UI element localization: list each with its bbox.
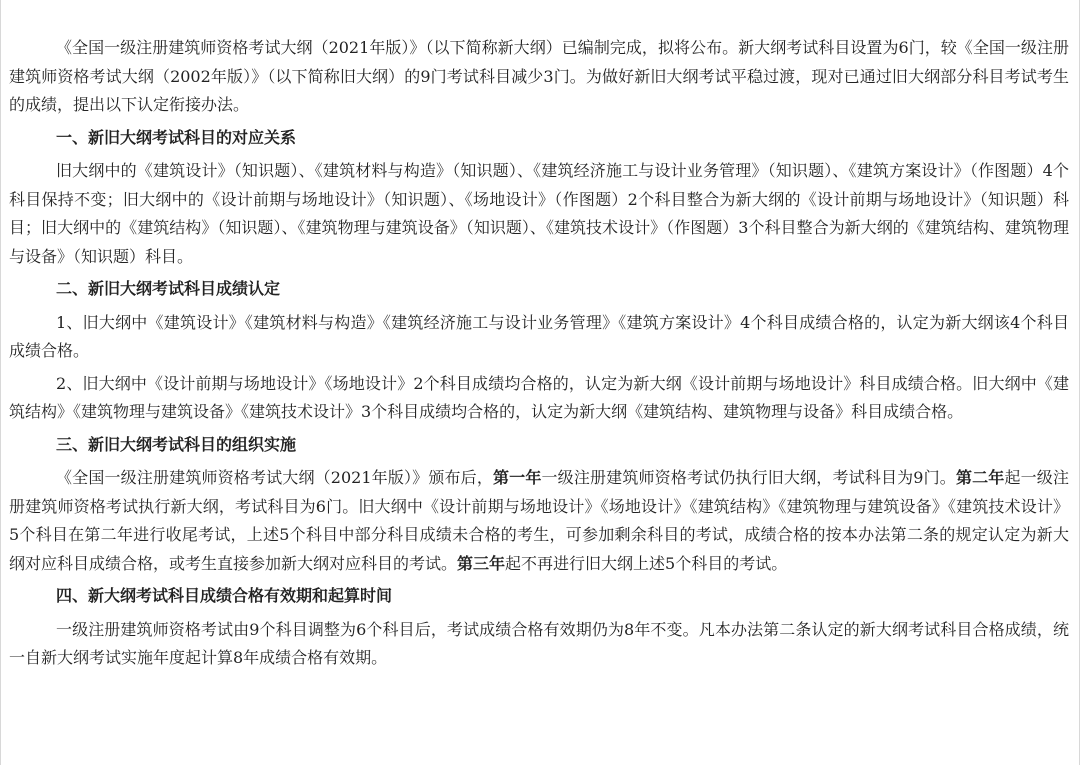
bold-second-year: 第二年 [955, 468, 1005, 487]
section-1-paragraph: 旧大纲中的《建筑设计》（知识题）、《建筑材料与构造》（知识题）、《建筑经济施工与设计业务管理》（知识题）、《建筑方案设计》（作图题）4个科目保持不变；旧大纲中的《设计前期与场地设计》（知识题）、《场地设计》（作图题）2个科目整合为新大纲的《设计前期与场地设计》（知识题）科目；旧大纲中的《建筑结构》（知识题）、《建筑物理与建筑设备》（知识题）、《建筑技术设计》（作图题）3个科目整合为新大纲的《建筑结构、建筑物理与设备》（知识题）科目。 [9, 161, 1069, 266]
text-segment: 《全国一级注册建筑师资格考试大纲（2021年版）》颁布后， [56, 468, 493, 487]
intro-paragraph: 《全国一级注册建筑师资格考试大纲（2021年版）》（以下简称新大纲）已编制完成，拟将公布。新大纲考试科目设置为6门，较《全国一级注册建筑师资格考试大纲（2002年版）》（以下简称旧大纲）的9门考试科目减少3门。为做好新旧大纲考试平稳过渡，现对已通过旧大纲部分科目考试考生的成绩，提出以下认定衔接办法。 [9, 38, 1069, 114]
section-1-heading: 一、新旧大纲考试科目的对应关系 [56, 127, 297, 147]
section-2-paragraph-1: 1、旧大纲中《建筑设计》《建筑材料与构造》《建筑经济施工与设计业务管理》《建筑方案设计》4个科目成绩合格的，认定为新大纲该4个科目成绩合格。 [9, 312, 1069, 360]
section-3-heading: 三、新旧大纲考试科目的组织实施 [56, 434, 297, 454]
section-4-paragraph: 一级注册建筑师资格考试由9个科目调整为6个科目后，考试成绩合格有效期仍为8年不变。凡本办法第二条认定的新大纲考试科目合格成绩，统一自新大纲考试实施年度起计算8年成绩合格有效期。 [9, 619, 1069, 667]
text-segment: 起一级注册建筑师资格考试执行新大纲，考试科目为6门。旧大纲中《设计前期与场地设计》《场地设计》《建筑结构》《建筑物理与建筑设备》《建筑技术设计》5个科目在第二年进行收尾考试，上述5个科目中部分科目成绩未合格的考生，可参加剩余科目的考试，成绩合格的按本办法第二条的规定认定为新大纲对应科目成绩合格，或考生直接参加新大纲对应科目的考试。 [9, 468, 1069, 573]
section-3-paragraph [9, 464, 1069, 578]
section-2-heading: 二、新旧大纲考试科目成绩认定 [56, 279, 281, 298]
bold-first-year: 第一年 [493, 468, 542, 487]
text-segment: 起不再进行旧大纲上述5个科目的考试。 [505, 553, 788, 573]
section-4-heading: 四、新大纲考试科目成绩合格有效期和起算时间 [56, 586, 393, 605]
section-2-paragraph-2: 2、旧大纲中《设计前期与场地设计》《场地设计》2个科目成绩均合格的，认定为新大纲《设计前期与场地设计》科目成绩合格。旧大纲中《建筑结构》《建筑物理与建筑设备》《建筑技术设计》3个科目成绩均合格的，认定为新大纲《建筑结构、建筑物理与设备》科目成绩合格。 [9, 373, 1069, 421]
bold-third-year: 第三年 [457, 553, 506, 573]
text-segment: 一级注册建筑师资格考试仍执行旧大纲，考试科目为9门。 [541, 468, 956, 487]
